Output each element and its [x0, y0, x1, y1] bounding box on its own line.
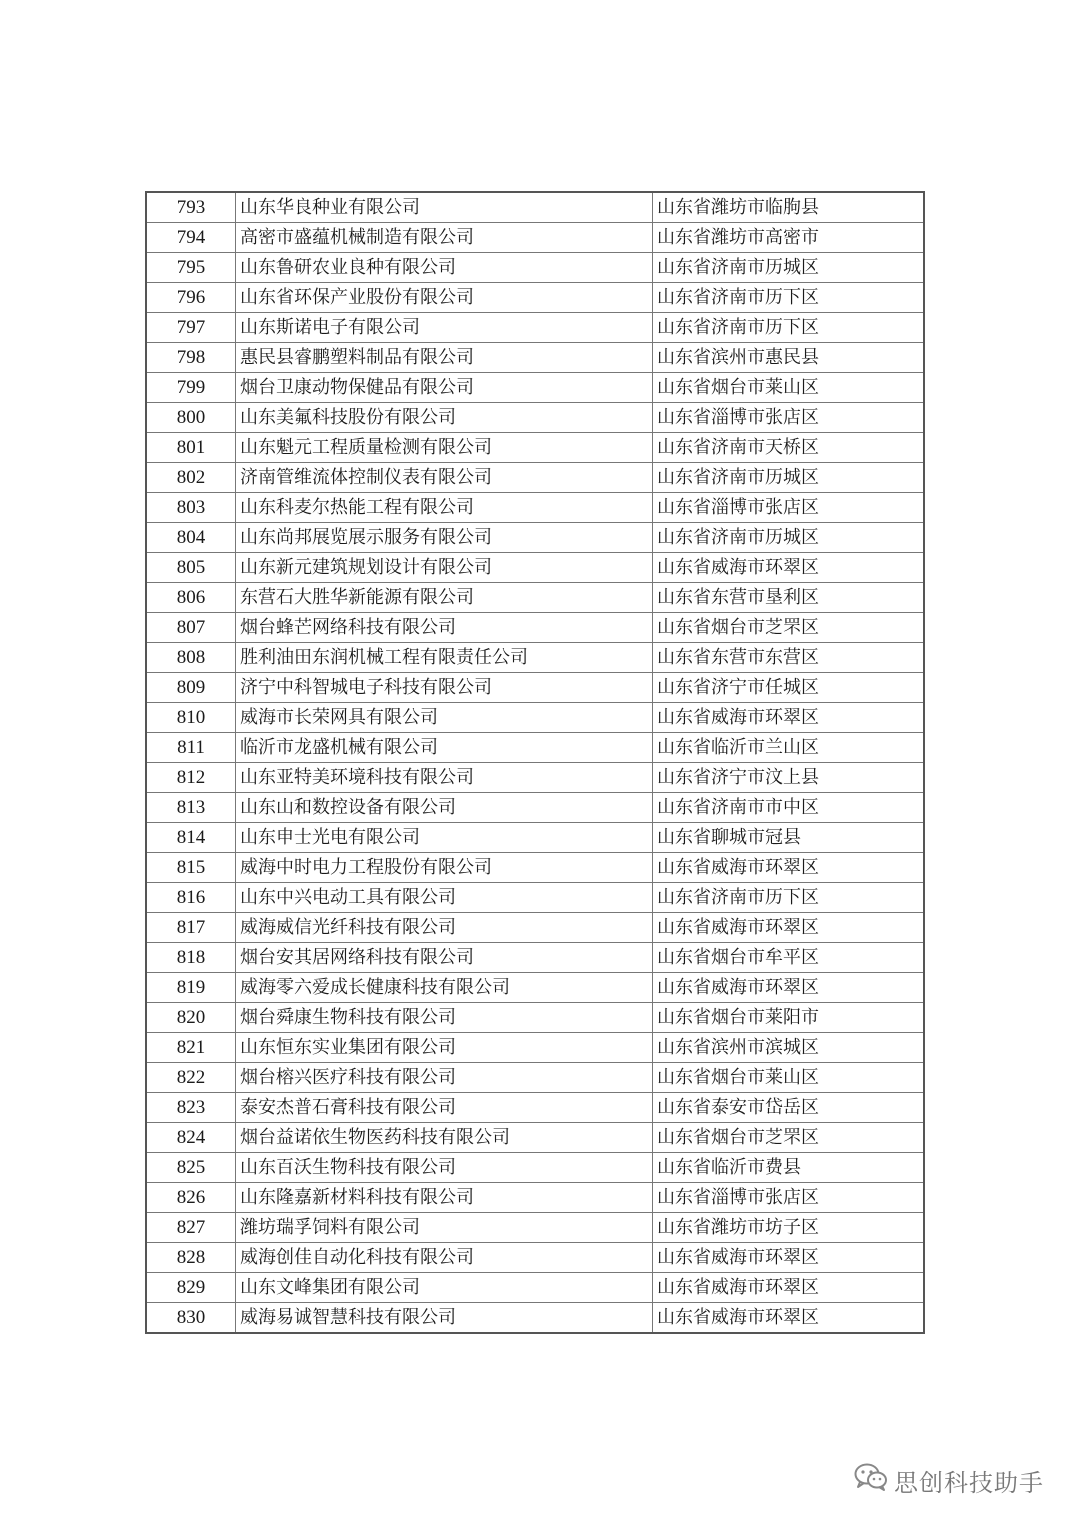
row-number: 812 [146, 763, 236, 793]
company-name: 威海威信光纤科技有限公司 [236, 913, 653, 943]
table-row [146, 373, 924, 403]
table-row [146, 1153, 924, 1183]
company-location: 山东省济宁市汶上县 [653, 763, 925, 793]
company-name: 高密市盛蕴机械制造有限公司 [236, 223, 653, 253]
company-location: 山东省威海市环翠区 [653, 553, 925, 583]
company-location: 山东省滨州市惠民县 [653, 343, 925, 373]
company-name: 威海市长荣网具有限公司 [236, 703, 653, 733]
table-row [146, 673, 924, 703]
company-location: 山东省潍坊市坊子区 [653, 1213, 925, 1243]
company-location: 山东省临沂市兰山区 [653, 733, 925, 763]
company-name: 山东鲁研农业良种有限公司 [236, 253, 653, 283]
table-row [146, 853, 924, 883]
company-location: 山东省潍坊市临朐县 [653, 192, 925, 223]
company-location: 山东省济南市市中区 [653, 793, 925, 823]
row-number: 805 [146, 553, 236, 583]
company-name: 山东尚邦展览展示服务有限公司 [236, 523, 653, 553]
company-name: 山东美氟科技股份有限公司 [236, 403, 653, 433]
row-number: 794 [146, 223, 236, 253]
table-row [146, 643, 924, 673]
company-location: 山东省泰安市岱岳区 [653, 1093, 925, 1123]
company-location: 山东省烟台市芝罘区 [653, 1123, 925, 1153]
table-row [146, 913, 924, 943]
company-location: 山东省烟台市莱阳市 [653, 1003, 925, 1033]
company-name: 潍坊瑞孚饲料有限公司 [236, 1213, 653, 1243]
table-row [146, 973, 924, 1003]
company-name: 山东科麦尔热能工程有限公司 [236, 493, 653, 523]
company-location: 山东省济宁市任城区 [653, 673, 925, 703]
row-number: 828 [146, 1243, 236, 1273]
row-number: 821 [146, 1033, 236, 1063]
company-location: 山东省烟台市莱山区 [653, 1063, 925, 1093]
table-row [146, 433, 924, 463]
company-name: 烟台舜康生物科技有限公司 [236, 1003, 653, 1033]
row-number: 819 [146, 973, 236, 1003]
table-row [146, 1213, 924, 1243]
company-name: 烟台榕兴医疗科技有限公司 [236, 1063, 653, 1093]
company-name: 威海易诚智慧科技有限公司 [236, 1303, 653, 1334]
company-name: 山东亚特美环境科技有限公司 [236, 763, 653, 793]
company-name: 山东中兴电动工具有限公司 [236, 883, 653, 913]
row-number: 793 [146, 192, 236, 223]
row-number: 823 [146, 1093, 236, 1123]
company-location: 山东省威海市环翠区 [653, 1273, 925, 1303]
row-number: 822 [146, 1063, 236, 1093]
table-row [146, 1243, 924, 1273]
table-row [146, 553, 924, 583]
row-number: 808 [146, 643, 236, 673]
company-name: 济南管维流体控制仪表有限公司 [236, 463, 653, 493]
row-number: 825 [146, 1153, 236, 1183]
table-row [146, 943, 924, 973]
row-number: 830 [146, 1303, 236, 1334]
table-row [146, 793, 924, 823]
row-number: 829 [146, 1273, 236, 1303]
table-row [146, 463, 924, 493]
table-row [146, 883, 924, 913]
company-location: 山东省威海市环翠区 [653, 853, 925, 883]
table-row [146, 253, 924, 283]
table-row [146, 313, 924, 343]
company-name: 烟台安其居网络科技有限公司 [236, 943, 653, 973]
row-number: 814 [146, 823, 236, 853]
table-row [146, 283, 924, 313]
company-name: 山东山和数控设备有限公司 [236, 793, 653, 823]
company-location: 山东省济南市历下区 [653, 883, 925, 913]
row-number: 817 [146, 913, 236, 943]
table-row [146, 523, 924, 553]
row-number: 818 [146, 943, 236, 973]
row-number: 809 [146, 673, 236, 703]
row-number: 815 [146, 853, 236, 883]
company-name: 山东新元建筑规划设计有限公司 [236, 553, 653, 583]
row-number: 804 [146, 523, 236, 553]
company-table-body [146, 192, 924, 1333]
company-name: 山东省环保产业股份有限公司 [236, 283, 653, 313]
row-number: 807 [146, 613, 236, 643]
row-number: 813 [146, 793, 236, 823]
wechat-icon [854, 1462, 888, 1498]
company-name: 山东魁元工程质量检测有限公司 [236, 433, 653, 463]
row-number: 803 [146, 493, 236, 523]
company-location: 山东省临沂市费县 [653, 1153, 925, 1183]
watermark [854, 1462, 1044, 1498]
row-number: 810 [146, 703, 236, 733]
table-row [146, 1303, 924, 1334]
row-number: 801 [146, 433, 236, 463]
row-number: 806 [146, 583, 236, 613]
company-location: 山东省聊城市冠县 [653, 823, 925, 853]
row-number: 802 [146, 463, 236, 493]
company-name: 济宁中科智城电子科技有限公司 [236, 673, 653, 703]
company-name: 威海零六爱成长健康科技有限公司 [236, 973, 653, 1003]
row-number: 795 [146, 253, 236, 283]
company-location: 山东省济南市历城区 [653, 253, 925, 283]
company-location: 山东省济南市天桥区 [653, 433, 925, 463]
row-number: 824 [146, 1123, 236, 1153]
company-location: 山东省淄博市张店区 [653, 1183, 925, 1213]
company-location: 山东省威海市环翠区 [653, 1243, 925, 1273]
company-name: 烟台蜂芒网络科技有限公司 [236, 613, 653, 643]
company-location: 山东省东营市垦利区 [653, 583, 925, 613]
row-number: 826 [146, 1183, 236, 1213]
company-name: 临沂市龙盛机械有限公司 [236, 733, 653, 763]
table-row [146, 493, 924, 523]
company-name: 威海中时电力工程股份有限公司 [236, 853, 653, 883]
table-row [146, 1063, 924, 1093]
table-row [146, 1003, 924, 1033]
company-location: 山东省济南市历下区 [653, 313, 925, 343]
company-location: 山东省淄博市张店区 [653, 403, 925, 433]
table-row [146, 583, 924, 613]
row-number: 816 [146, 883, 236, 913]
table-row [146, 1273, 924, 1303]
company-location: 山东省济南市历城区 [653, 463, 925, 493]
company-location: 山东省东营市东营区 [653, 643, 925, 673]
row-number: 798 [146, 343, 236, 373]
company-location: 山东省济南市历城区 [653, 523, 925, 553]
table-row [146, 1093, 924, 1123]
row-number: 799 [146, 373, 236, 403]
table-row [146, 223, 924, 253]
table-row [146, 613, 924, 643]
company-location: 山东省烟台市牟平区 [653, 943, 925, 973]
company-name: 烟台卫康动物保健品有限公司 [236, 373, 653, 403]
company-name: 山东华良种业有限公司 [236, 192, 653, 223]
table-row [146, 763, 924, 793]
company-name: 山东斯诺电子有限公司 [236, 313, 653, 343]
row-number: 797 [146, 313, 236, 343]
company-name: 山东文峰集团有限公司 [236, 1273, 653, 1303]
company-name: 山东恒东实业集团有限公司 [236, 1033, 653, 1063]
company-name: 胜利油田东润机械工程有限责任公司 [236, 643, 653, 673]
company-location: 山东省威海市环翠区 [653, 973, 925, 1003]
row-number: 827 [146, 1213, 236, 1243]
company-location: 山东省威海市环翠区 [653, 1303, 925, 1334]
company-name: 烟台益诺依生物医药科技有限公司 [236, 1123, 653, 1153]
company-location: 山东省威海市环翠区 [653, 913, 925, 943]
row-number: 820 [146, 1003, 236, 1033]
company-table [145, 191, 925, 1334]
table-row [146, 403, 924, 433]
company-name: 东营石大胜华新能源有限公司 [236, 583, 653, 613]
row-number: 796 [146, 283, 236, 313]
table-row [146, 1123, 924, 1153]
company-location: 山东省烟台市芝罘区 [653, 613, 925, 643]
company-location: 山东省济南市历下区 [653, 283, 925, 313]
company-location: 山东省威海市环翠区 [653, 703, 925, 733]
company-name: 山东申士光电有限公司 [236, 823, 653, 853]
row-number: 800 [146, 403, 236, 433]
company-name: 惠民县睿鹏塑料制品有限公司 [236, 343, 653, 373]
company-location: 山东省淄博市张店区 [653, 493, 925, 523]
table-row [146, 343, 924, 373]
company-location: 山东省潍坊市高密市 [653, 223, 925, 253]
watermark-text: 思创科技助手 [894, 1468, 1044, 1497]
row-number: 811 [146, 733, 236, 763]
table-row [146, 1183, 924, 1213]
company-name: 山东隆嘉新材料科技有限公司 [236, 1183, 653, 1213]
company-name: 山东百沃生物科技有限公司 [236, 1153, 653, 1183]
table-row [146, 733, 924, 763]
company-location: 山东省滨州市滨城区 [653, 1033, 925, 1063]
company-name: 泰安杰普石膏科技有限公司 [236, 1093, 653, 1123]
table-row [146, 823, 924, 853]
table-row [146, 703, 924, 733]
table-row [146, 1033, 924, 1063]
table-row [146, 192, 924, 223]
company-name: 威海创佳自动化科技有限公司 [236, 1243, 653, 1273]
company-location: 山东省烟台市莱山区 [653, 373, 925, 403]
